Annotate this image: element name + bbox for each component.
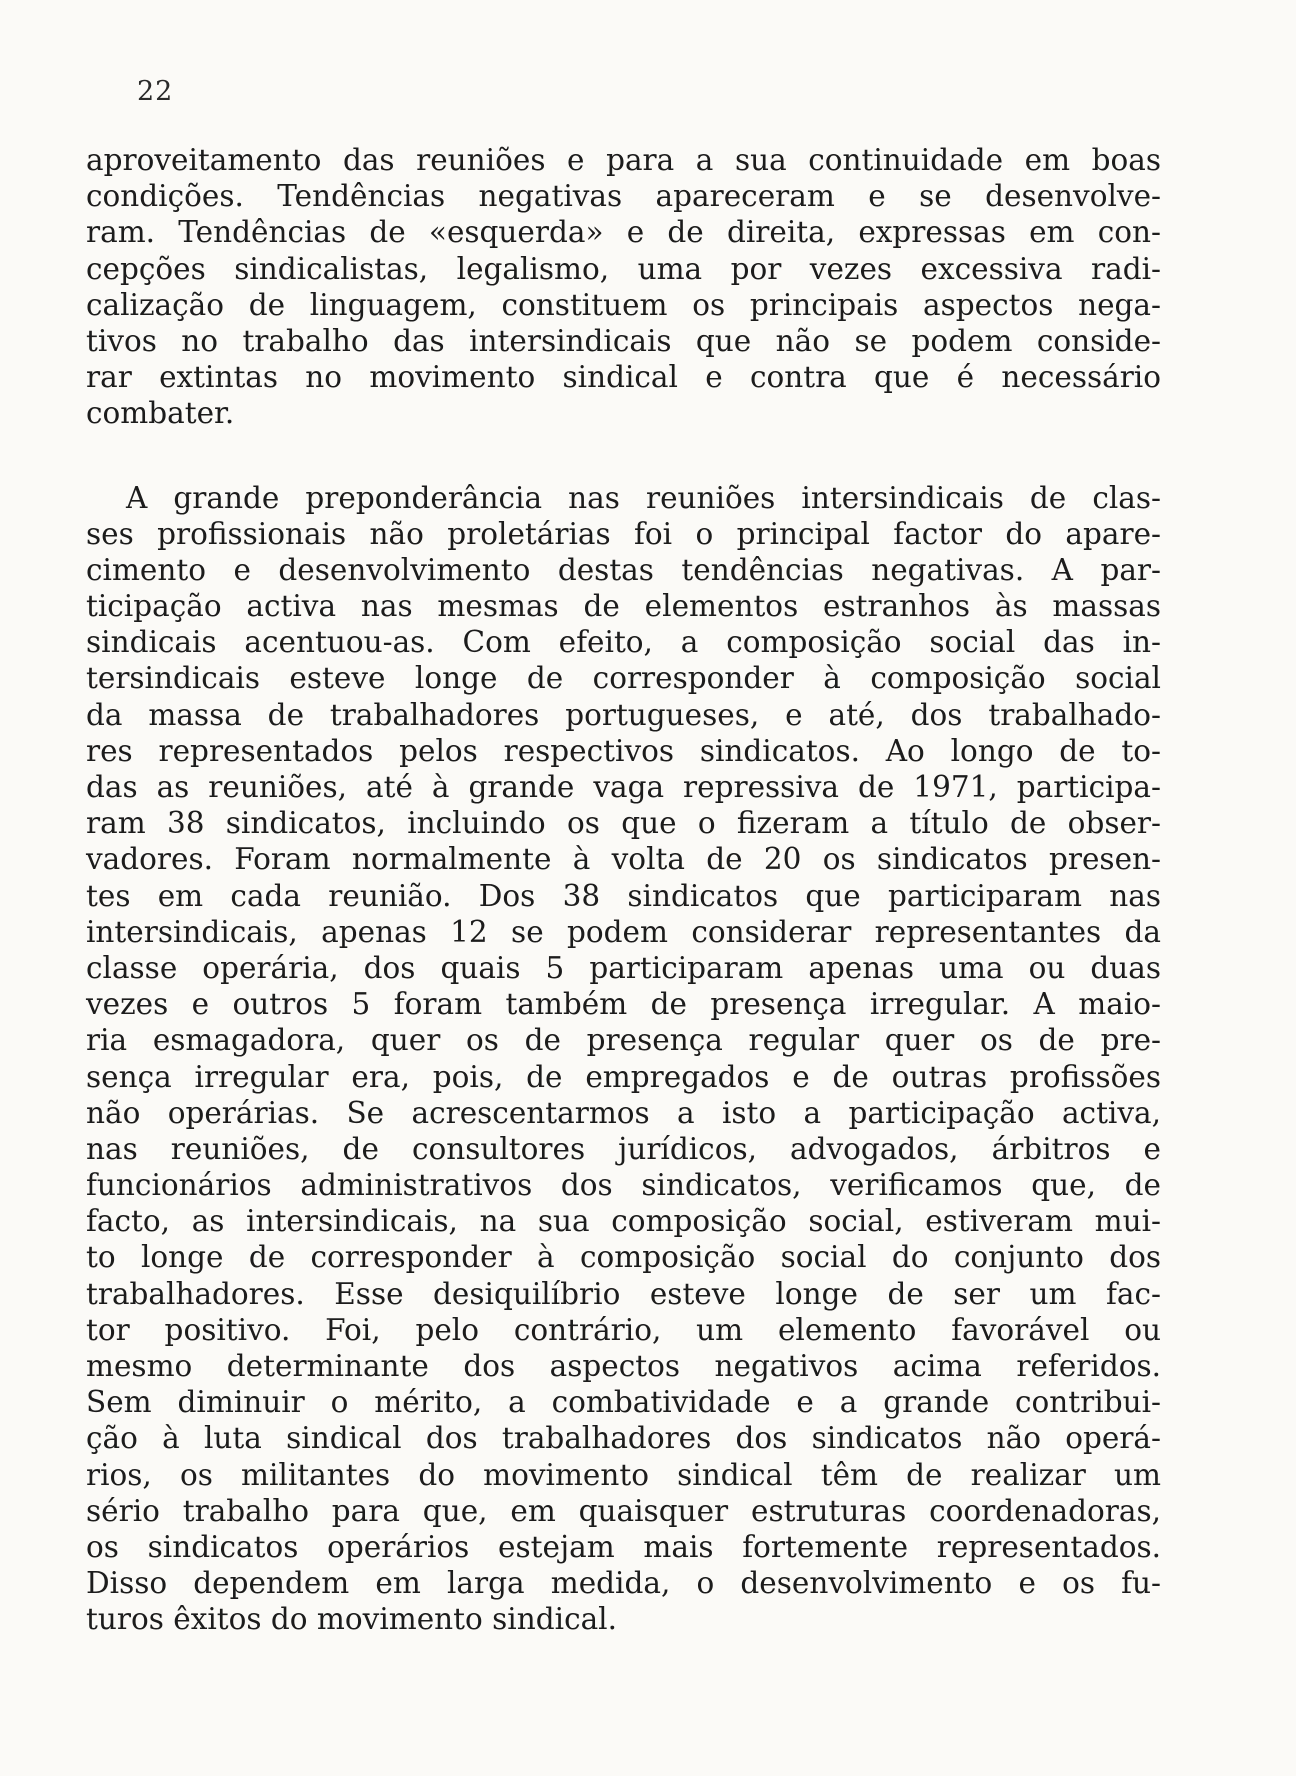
text-line: to longe de corresponder à composição social do conjunto dos (86, 1240, 1161, 1275)
paragraph-1 (86, 142, 1161, 432)
text-line: intersindicais, apenas 12 se podem considerar representantes da (86, 914, 1161, 949)
paragraph-2 (86, 480, 1161, 1638)
text-line: sindicais acentuou-as. Com efeito, a composição social das in- (86, 625, 1161, 660)
text-line: tes em cada reunião. Dos 38 sindicatos que participaram nas (86, 878, 1161, 913)
text-line: nas reuniões, de consultores jurídicos, advogados, árbitros e (86, 1131, 1161, 1166)
text-line: não operárias. Se acrescentarmos a isto a participação activa, (86, 1095, 1161, 1130)
text-line: ção à luta sindical dos trabalhadores dos sindicatos não operá- (86, 1421, 1161, 1456)
text-line: aproveitamento das reuniões e para a sua continuidade em boas (86, 143, 1161, 177)
text-line: tivos no trabalho das intersindicais que não se podem conside- (86, 323, 1161, 358)
text-line: classe operária, dos quais 5 participaram apenas uma ou duas (86, 950, 1161, 985)
text-line: ria esmagadora, quer os de presença regular quer os de pre- (86, 1023, 1161, 1058)
text-line: sério trabalho para que, em quaisquer estruturas coordenadoras, (86, 1493, 1161, 1528)
page-number: 22 (137, 76, 174, 107)
text-line: tersindicais esteve longe de corresponder à composição social (86, 661, 1161, 696)
text-line: Disso dependem em larga medida, o desenvolvimento e os fu- (86, 1566, 1161, 1601)
text-line: facto, as intersindicais, na sua composição social, estiveram mui- (86, 1204, 1161, 1239)
text-line: vezes e outros 5 foram também de presença irregular. A maio- (86, 987, 1161, 1022)
text-line: funcionários administrativos dos sindicatos, verificamos que, de (86, 1168, 1161, 1203)
text-line: rios, os militantes do movimento sindical têm de realizar um (86, 1457, 1161, 1492)
text-line: A grande preponderância nas reuniões intersindicais de clas- (126, 480, 1161, 515)
body-text (86, 142, 1161, 1638)
text-line: res representados pelos respectivos sindicatos. Ao longo de to- (86, 733, 1161, 768)
text-line: ticipação activa nas mesmas de elementos estranhos às massas (86, 589, 1161, 624)
text-line: tor positivo. Foi, pelo contrário, um elemento favorável ou (86, 1312, 1161, 1347)
text-line: ram. Tendências de «esquerda» e de direita, expressas em con- (86, 215, 1161, 250)
text-line: turos êxitos do movimento sindical. (86, 1602, 617, 1637)
text-line: vadores. Foram normalmente à volta de 20 os sindicatos presen- (86, 842, 1161, 877)
paragraph-gap (86, 432, 1161, 480)
text-line: condições. Tendências negativas apareceram e se desenvolve- (86, 179, 1161, 214)
text-line: cepções sindicalistas, legalismo, uma por vezes excessiva radi- (86, 251, 1161, 286)
text-line: trabalhadores. Esse desiquilíbrio esteve longe de ser um fac- (86, 1276, 1161, 1311)
text-line: ram 38 sindicatos, incluindo os que o fizeram a título de obser- (86, 806, 1161, 841)
text-line: combater. (86, 396, 235, 431)
text-line: cimento e desenvolvimento destas tendências negativas. A par- (86, 552, 1161, 587)
text-line: calização de linguagem, constituem os principais aspectos nega- (86, 287, 1161, 322)
text-line: ses profissionais não proletárias foi o principal factor do apare- (86, 516, 1161, 551)
text-line: Sem diminuir o mérito, a combatividade e a grande contribui- (86, 1385, 1161, 1420)
text-line: os sindicatos operários estejam mais fortemente representados. (86, 1529, 1161, 1564)
text-line: das as reuniões, até à grande vaga repressiva de 1971, participa- (86, 770, 1161, 804)
text-line: sença irregular era, pois, de empregados e de outras profissões (86, 1059, 1161, 1094)
text-line: mesmo determinante dos aspectos negativos acima referidos. (86, 1349, 1161, 1383)
text-line: rar extintas no movimento sindical e contra que é necessário (86, 360, 1161, 395)
text-line: da massa de trabalhadores portugueses, e até, dos trabalhado- (86, 697, 1161, 732)
